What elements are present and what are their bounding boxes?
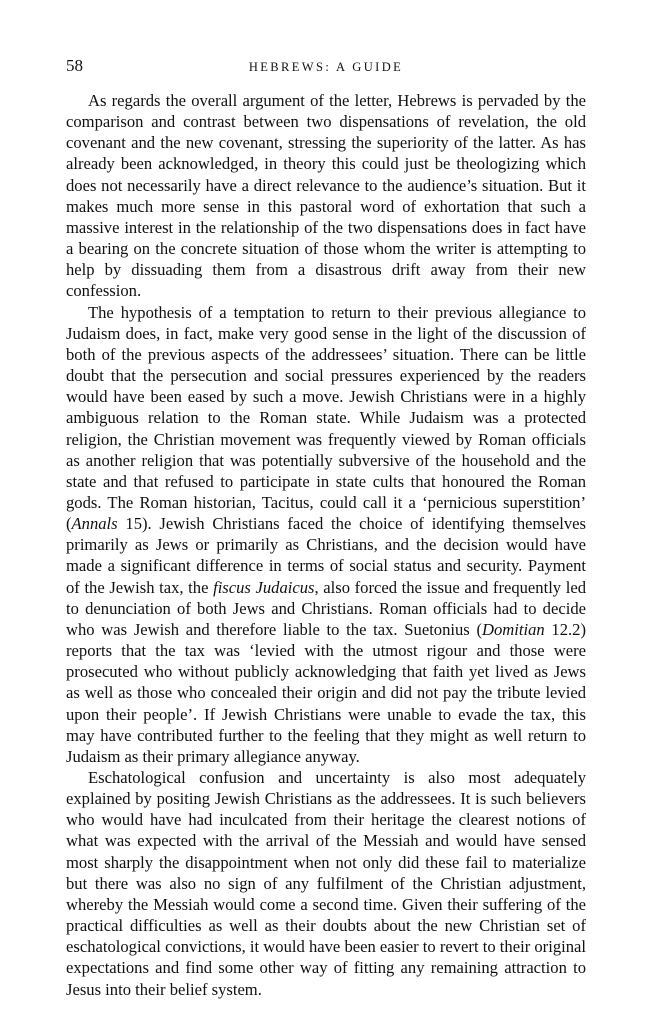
text-run: 12.2) reports that the tax was ‘levied with the utmost rigour and those were prosecuted who without publicly acknowledging that faith yet lived as Jews as well as those who concealed their origin and did not pay the tribute levied upon their people’. If Jewish Christians were unable to evade the tax, this may have contributed further to the feeling that they might as well return to Judaism as their primary allegiance anyway. — [66, 619, 586, 766]
paragraph — [66, 90, 586, 302]
italic-text: fiscus Judaicus — [213, 577, 315, 597]
page-number: 58 — [66, 56, 83, 75]
text-run: The hypothesis of a temptation to return to their previous allegiance to Judaism does, in fact, make very good sense in the light of the discussion of both of the previous aspects of the addressees’ situation. There can be little doubt that the persecution and social pressures experienced by the readers would have been eased by such a move. Jewish Christians were in a highly ambiguous relation to the Roman state. While Judaism was a protected religion, the Christian movement was frequently viewed by Roman officials as another religion that was potentially subversive of the household and the state and that refused to participate in state cults that honoured the Roman gods. The Roman historian, Tacitus, could call it a ‘pernicious superstition’ ( — [66, 302, 586, 534]
book-page — [66, 56, 586, 999]
text-run: As regards the overall argument of the letter, Hebrews is pervaded by the comparison and contrast between two dispensations of revelation, the old covenant and the new covenant, stressing the superiority of the latter. As has already been acknowledged, in theory this could just be theologizing which does not necessarily have a direct relevance to the audience’s situation. But it makes much more sense in this pastoral word of exhortation that such a massive interest in the relationship of the two dispensations does in fact have a bearing on the concrete situation of those whom the writer is attempting to help by dissuading them from a disastrous drift away from their new confession. — [66, 91, 586, 301]
text-run: , also forced the issue and frequently led to denunciation of both Jews and Christians. Roman officials had to decide who was Jewish and therefore liable to the tax. Suetonius ( — [66, 577, 586, 639]
text-run: 15). Jewish Christians faced the choice of identifying themselves primarily as Jews or primarily as Christians, and the decision would have made a significant difference in terms of social status and security. Payment of the Jewish tax, the — [66, 514, 586, 597]
italic-text: Annals — [71, 514, 118, 534]
body-text — [66, 90, 586, 1000]
text-run: Eschatological confusion and uncertainty is also most adequately explained by positing Jewish Christians as the addressees. It is such believers who would have had inculcated from their heritage the clearest notions of what was expected with the arrival of the Messiah and would have sensed most sharply the disappointment when not only did these fail to materialize but there was also no sign of any fulfilment of the Christian adjustment, whereby the Messiah would come a second time. Given their suffering of the practical difficulties as well as their doubts about the new Christian set of eschatological convictions, it would have been easier to revert to their original expectations and find some other way of fitting any remaining attraction to Jesus into their belief system. — [66, 768, 586, 999]
running-title: HEBREWS: A GUIDE — [248, 60, 404, 74]
running-head — [66, 56, 586, 80]
paragraph — [66, 302, 586, 767]
italic-text: Domitian — [482, 619, 545, 639]
paragraph — [66, 767, 586, 1000]
